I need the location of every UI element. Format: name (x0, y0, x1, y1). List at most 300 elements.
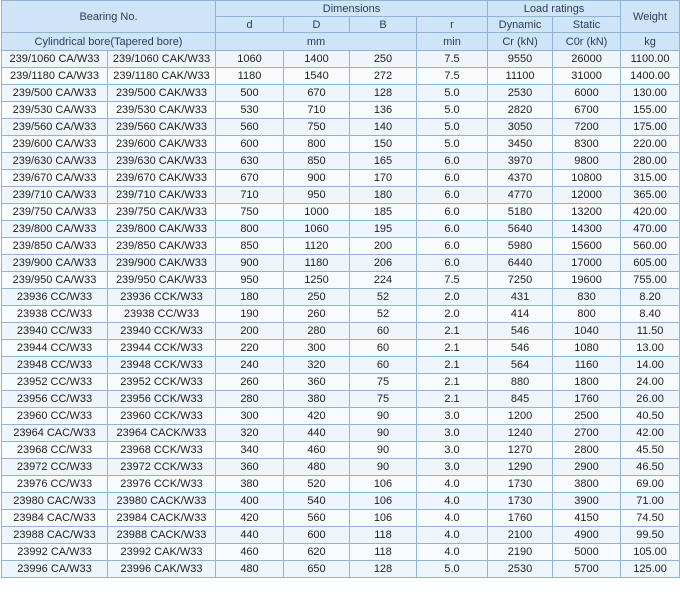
weight-cell: 8.40 (621, 306, 680, 323)
d-cell: 200 (216, 323, 284, 340)
cylindrical-bore-cell: 23938 CC/W33 (2, 306, 108, 323)
dynamic-rating-cell: 5640 (488, 221, 553, 238)
d-cell: 600 (216, 136, 284, 153)
tapered-bore-cell: 23980 CACK/W33 (108, 493, 216, 510)
table-row (2, 68, 680, 85)
cylindrical-bore-cell: 239/750 CA/W33 (2, 204, 108, 221)
D-header: D (284, 17, 350, 33)
dynamic-rating-cell: 2100 (488, 527, 553, 544)
width-cell: 75 (350, 374, 417, 391)
dynamic-rating-cell: 7250 (488, 272, 553, 289)
static-rating-cell: 6700 (553, 102, 621, 119)
r-cell: 4.0 (417, 493, 488, 510)
tapered-bore-cell: 23964 CACK/W33 (108, 425, 216, 442)
d-cell: 1180 (216, 68, 284, 85)
bore-types-header: Cylindrical bore(Tapered bore) (2, 33, 216, 51)
static-rating-cell: 2800 (553, 442, 621, 459)
dynamic-rating-cell: 414 (488, 306, 553, 323)
outer-diameter-cell: 460 (284, 442, 350, 459)
table-row (2, 561, 680, 578)
static-rating-cell: 31000 (553, 68, 621, 85)
r-cell: 6.0 (417, 255, 488, 272)
cylindrical-bore-cell: 239/850 CA/W33 (2, 238, 108, 255)
width-cell: 52 (350, 289, 417, 306)
cylindrical-bore-cell: 239/1060 CA/W33 (2, 51, 108, 68)
d-cell: 180 (216, 289, 284, 306)
cylindrical-bore-cell: 239/600 CA/W33 (2, 136, 108, 153)
d-cell: 260 (216, 374, 284, 391)
static-rating-cell: 800 (553, 306, 621, 323)
width-cell: 136 (350, 102, 417, 119)
weight-cell: 1100.00 (621, 51, 680, 68)
weight-cell: 560.00 (621, 238, 680, 255)
width-cell: 52 (350, 306, 417, 323)
outer-diameter-cell: 300 (284, 340, 350, 357)
tapered-bore-cell: 239/560 CAK/W33 (108, 119, 216, 136)
dynamic-rating-cell: 2530 (488, 85, 553, 102)
width-cell: 60 (350, 323, 417, 340)
weight-cell: 365.00 (621, 187, 680, 204)
cylindrical-bore-cell: 23984 CAC/W33 (2, 510, 108, 527)
table-body (2, 51, 680, 578)
width-cell: 128 (350, 85, 417, 102)
table-row (2, 493, 680, 510)
r-cell: 5.0 (417, 85, 488, 102)
cylindrical-bore-cell: 23980 CAC/W33 (2, 493, 108, 510)
r-cell: 2.1 (417, 374, 488, 391)
static-rating-cell: 1760 (553, 391, 621, 408)
d-cell: 630 (216, 153, 284, 170)
dimensions-header: Dimensions (216, 1, 488, 17)
outer-diameter-cell: 1120 (284, 238, 350, 255)
outer-diameter-cell: 280 (284, 323, 350, 340)
tapered-bore-cell: 23984 CACK/W33 (108, 510, 216, 527)
weight-cell: 420.00 (621, 204, 680, 221)
dynamic-header: Dynamic (488, 17, 553, 33)
static-rating-cell: 1040 (553, 323, 621, 340)
table-row (2, 527, 680, 544)
d-cell: 340 (216, 442, 284, 459)
table-row (2, 238, 680, 255)
weight-cell: 315.00 (621, 170, 680, 187)
tapered-bore-cell: 23936 CCK/W33 (108, 289, 216, 306)
static-rating-cell: 2500 (553, 408, 621, 425)
tapered-bore-cell: 23992 CAK/W33 (108, 544, 216, 561)
r-cell: 6.0 (417, 238, 488, 255)
cylindrical-bore-cell: 23988 CAC/W33 (2, 527, 108, 544)
width-cell: 118 (350, 544, 417, 561)
cylindrical-bore-cell: 239/1180 CA/W33 (2, 68, 108, 85)
static-rating-cell: 14300 (553, 221, 621, 238)
dynamic-rating-cell: 1270 (488, 442, 553, 459)
tapered-bore-cell: 23938 CC/W33 (108, 306, 216, 323)
table-row (2, 85, 680, 102)
table-header (2, 1, 680, 51)
r-cell: 2.1 (417, 340, 488, 357)
d-cell: 440 (216, 527, 284, 544)
weight-cell: 24.00 (621, 374, 680, 391)
outer-diameter-cell: 1060 (284, 221, 350, 238)
width-cell: 60 (350, 340, 417, 357)
static-rating-cell: 26000 (553, 51, 621, 68)
width-cell: 200 (350, 238, 417, 255)
unit-min: min (417, 33, 488, 51)
dynamic-rating-cell: 4770 (488, 187, 553, 204)
width-cell: 106 (350, 493, 417, 510)
d-cell: 950 (216, 272, 284, 289)
width-cell: 150 (350, 136, 417, 153)
dynamic-rating-cell: 3450 (488, 136, 553, 153)
cylindrical-bore-cell: 239/900 CA/W33 (2, 255, 108, 272)
table-row (2, 442, 680, 459)
width-cell: 250 (350, 51, 417, 68)
width-cell: 195 (350, 221, 417, 238)
r-cell: 5.0 (417, 102, 488, 119)
cylindrical-bore-cell: 23956 CC/W33 (2, 391, 108, 408)
weight-cell: 40.50 (621, 408, 680, 425)
dynamic-rating-cell: 431 (488, 289, 553, 306)
weight-cell: 220.00 (621, 136, 680, 153)
table-row (2, 391, 680, 408)
width-cell: 75 (350, 391, 417, 408)
tapered-bore-cell: 239/800 CAK/W33 (108, 221, 216, 238)
table-row (2, 170, 680, 187)
dynamic-rating-cell: 546 (488, 340, 553, 357)
tapered-bore-cell: 239/900 CAK/W33 (108, 255, 216, 272)
weight-cell: 1400.00 (621, 68, 680, 85)
weight-cell: 71.00 (621, 493, 680, 510)
cylindrical-bore-cell: 239/560 CA/W33 (2, 119, 108, 136)
r-cell: 2.1 (417, 391, 488, 408)
width-cell: 224 (350, 272, 417, 289)
width-cell: 90 (350, 408, 417, 425)
tapered-bore-cell: 239/750 CAK/W33 (108, 204, 216, 221)
outer-diameter-cell: 250 (284, 289, 350, 306)
d-cell: 190 (216, 306, 284, 323)
dynamic-rating-cell: 1290 (488, 459, 553, 476)
tapered-bore-cell: 23948 CCK/W33 (108, 357, 216, 374)
d-cell: 530 (216, 102, 284, 119)
dynamic-rating-cell: 2530 (488, 561, 553, 578)
tapered-bore-cell: 239/630 CAK/W33 (108, 153, 216, 170)
d-cell: 1060 (216, 51, 284, 68)
r-cell: 5.0 (417, 119, 488, 136)
static-rating-cell: 12000 (553, 187, 621, 204)
bearing-no-header: Bearing No. (2, 1, 216, 33)
outer-diameter-cell: 900 (284, 170, 350, 187)
r-cell: 6.0 (417, 221, 488, 238)
width-cell: 170 (350, 170, 417, 187)
d-cell: 320 (216, 425, 284, 442)
static-rating-cell: 4900 (553, 527, 621, 544)
static-rating-cell: 10800 (553, 170, 621, 187)
cylindrical-bore-cell: 239/950 CA/W33 (2, 272, 108, 289)
weight-cell: 105.00 (621, 544, 680, 561)
cylindrical-bore-cell: 23992 CA/W33 (2, 544, 108, 561)
r-cell: 7.5 (417, 68, 488, 85)
width-cell: 206 (350, 255, 417, 272)
outer-diameter-cell: 710 (284, 102, 350, 119)
d-cell: 360 (216, 459, 284, 476)
weight-cell: 69.00 (621, 476, 680, 493)
bearing-spec-table (1, 0, 680, 578)
weight-cell: 175.00 (621, 119, 680, 136)
static-rating-cell: 5700 (553, 561, 621, 578)
d-cell: 750 (216, 204, 284, 221)
table-row (2, 374, 680, 391)
tapered-bore-cell: 23988 CACK/W33 (108, 527, 216, 544)
unit-mm: mm (216, 33, 417, 51)
outer-diameter-cell: 1000 (284, 204, 350, 221)
static-rating-cell: 2900 (553, 459, 621, 476)
r-header: r (417, 17, 488, 33)
cylindrical-bore-cell: 23972 CC/W33 (2, 459, 108, 476)
table-row (2, 289, 680, 306)
tapered-bore-cell: 239/850 CAK/W33 (108, 238, 216, 255)
r-cell: 3.0 (417, 442, 488, 459)
r-cell: 4.0 (417, 527, 488, 544)
weight-cell: 155.00 (621, 102, 680, 119)
table-row (2, 408, 680, 425)
outer-diameter-cell: 620 (284, 544, 350, 561)
r-cell: 2.1 (417, 323, 488, 340)
width-cell: 272 (350, 68, 417, 85)
cylindrical-bore-cell: 23976 CC/W33 (2, 476, 108, 493)
static-header: Static (553, 17, 621, 33)
width-cell: 90 (350, 425, 417, 442)
weight-cell: 45.50 (621, 442, 680, 459)
outer-diameter-cell: 600 (284, 527, 350, 544)
dynamic-rating-cell: 5180 (488, 204, 553, 221)
d-cell: 220 (216, 340, 284, 357)
r-cell: 2.0 (417, 306, 488, 323)
static-rating-cell: 6000 (553, 85, 621, 102)
outer-diameter-cell: 1180 (284, 255, 350, 272)
static-rating-cell: 7200 (553, 119, 621, 136)
cylindrical-bore-cell: 23952 CC/W33 (2, 374, 108, 391)
weight-header: Weight (621, 1, 680, 33)
cylindrical-bore-cell: 239/530 CA/W33 (2, 102, 108, 119)
width-cell: 128 (350, 561, 417, 578)
outer-diameter-cell: 320 (284, 357, 350, 374)
weight-cell: 13.00 (621, 340, 680, 357)
dynamic-rating-cell: 1730 (488, 476, 553, 493)
dynamic-rating-cell: 546 (488, 323, 553, 340)
dynamic-rating-cell: 880 (488, 374, 553, 391)
cylindrical-bore-cell: 23964 CAC/W33 (2, 425, 108, 442)
width-cell: 90 (350, 459, 417, 476)
dynamic-rating-cell: 3970 (488, 153, 553, 170)
table-row (2, 323, 680, 340)
outer-diameter-cell: 1540 (284, 68, 350, 85)
table-row (2, 51, 680, 68)
outer-diameter-cell: 420 (284, 408, 350, 425)
table-row (2, 510, 680, 527)
dynamic-rating-cell: 9550 (488, 51, 553, 68)
table-row (2, 340, 680, 357)
weight-cell: 470.00 (621, 221, 680, 238)
outer-diameter-cell: 360 (284, 374, 350, 391)
table-row (2, 204, 680, 221)
outer-diameter-cell: 520 (284, 476, 350, 493)
static-rating-cell: 1160 (553, 357, 621, 374)
unit-kg: kg (621, 33, 680, 51)
table-row (2, 272, 680, 289)
dynamic-rating-cell: 3050 (488, 119, 553, 136)
r-cell: 6.0 (417, 170, 488, 187)
d-header: d (216, 17, 284, 33)
d-cell: 850 (216, 238, 284, 255)
table-row (2, 306, 680, 323)
d-cell: 240 (216, 357, 284, 374)
d-cell: 670 (216, 170, 284, 187)
table-row (2, 102, 680, 119)
weight-cell: 755.00 (621, 272, 680, 289)
load-ratings-header: Load ratings (488, 1, 621, 17)
tapered-bore-cell: 239/710 CAK/W33 (108, 187, 216, 204)
outer-diameter-cell: 800 (284, 136, 350, 153)
outer-diameter-cell: 850 (284, 153, 350, 170)
outer-diameter-cell: 650 (284, 561, 350, 578)
outer-diameter-cell: 1250 (284, 272, 350, 289)
table-row (2, 221, 680, 238)
static-rating-cell: 3900 (553, 493, 621, 510)
dynamic-rating-cell: 2820 (488, 102, 553, 119)
cylindrical-bore-cell: 23948 CC/W33 (2, 357, 108, 374)
d-cell: 380 (216, 476, 284, 493)
width-cell: 185 (350, 204, 417, 221)
static-rating-cell: 13200 (553, 204, 621, 221)
cylindrical-bore-cell: 23996 CA/W33 (2, 561, 108, 578)
cylindrical-bore-cell: 239/710 CA/W33 (2, 187, 108, 204)
tapered-bore-cell: 23996 CAK/W33 (108, 561, 216, 578)
weight-cell: 46.50 (621, 459, 680, 476)
r-cell: 5.0 (417, 136, 488, 153)
tapered-bore-cell: 23976 CCK/W33 (108, 476, 216, 493)
d-cell: 710 (216, 187, 284, 204)
tapered-bore-cell: 239/600 CAK/W33 (108, 136, 216, 153)
d-cell: 800 (216, 221, 284, 238)
weight-cell: 280.00 (621, 153, 680, 170)
static-rating-cell: 4150 (553, 510, 621, 527)
outer-diameter-cell: 260 (284, 306, 350, 323)
unit-c0r: C0r (kN) (553, 33, 621, 51)
cylindrical-bore-cell: 23960 CC/W33 (2, 408, 108, 425)
d-cell: 560 (216, 119, 284, 136)
r-cell: 6.0 (417, 187, 488, 204)
tapered-bore-cell: 23972 CCK/W33 (108, 459, 216, 476)
d-cell: 300 (216, 408, 284, 425)
tapered-bore-cell: 239/1180 CAK/W33 (108, 68, 216, 85)
tapered-bore-cell: 23960 CCK/W33 (108, 408, 216, 425)
r-cell: 6.0 (417, 204, 488, 221)
static-rating-cell: 17000 (553, 255, 621, 272)
dynamic-rating-cell: 6440 (488, 255, 553, 272)
static-rating-cell: 3800 (553, 476, 621, 493)
unit-cr: Cr (kN) (488, 33, 553, 51)
dynamic-rating-cell: 2190 (488, 544, 553, 561)
static-rating-cell: 9800 (553, 153, 621, 170)
dynamic-rating-cell: 845 (488, 391, 553, 408)
B-header: B (350, 17, 417, 33)
tapered-bore-cell: 239/950 CAK/W33 (108, 272, 216, 289)
static-rating-cell: 5000 (553, 544, 621, 561)
dynamic-rating-cell: 1730 (488, 493, 553, 510)
r-cell: 3.0 (417, 425, 488, 442)
width-cell: 106 (350, 510, 417, 527)
table-row (2, 255, 680, 272)
tapered-bore-cell: 239/500 CAK/W33 (108, 85, 216, 102)
d-cell: 420 (216, 510, 284, 527)
static-rating-cell: 8300 (553, 136, 621, 153)
d-cell: 500 (216, 85, 284, 102)
table-row (2, 153, 680, 170)
d-cell: 400 (216, 493, 284, 510)
dynamic-rating-cell: 1200 (488, 408, 553, 425)
static-rating-cell: 2700 (553, 425, 621, 442)
outer-diameter-cell: 950 (284, 187, 350, 204)
dynamic-rating-cell: 5980 (488, 238, 553, 255)
tapered-bore-cell: 239/530 CAK/W33 (108, 102, 216, 119)
static-rating-cell: 19600 (553, 272, 621, 289)
cylindrical-bore-cell: 239/630 CA/W33 (2, 153, 108, 170)
static-rating-cell: 15600 (553, 238, 621, 255)
outer-diameter-cell: 750 (284, 119, 350, 136)
dynamic-rating-cell: 564 (488, 357, 553, 374)
r-cell: 2.0 (417, 289, 488, 306)
weight-cell: 130.00 (621, 85, 680, 102)
table-row (2, 425, 680, 442)
dynamic-rating-cell: 1760 (488, 510, 553, 527)
cylindrical-bore-cell: 239/800 CA/W33 (2, 221, 108, 238)
weight-cell: 125.00 (621, 561, 680, 578)
r-cell: 5.0 (417, 561, 488, 578)
outer-diameter-cell: 440 (284, 425, 350, 442)
weight-cell: 8.20 (621, 289, 680, 306)
r-cell: 2.1 (417, 357, 488, 374)
dynamic-rating-cell: 4370 (488, 170, 553, 187)
tapered-bore-cell: 239/1060 CAK/W33 (108, 51, 216, 68)
static-rating-cell: 1800 (553, 374, 621, 391)
table-row (2, 136, 680, 153)
r-cell: 7.5 (417, 51, 488, 68)
d-cell: 460 (216, 544, 284, 561)
dynamic-rating-cell: 1240 (488, 425, 553, 442)
static-rating-cell: 1080 (553, 340, 621, 357)
table-row (2, 459, 680, 476)
r-cell: 3.0 (417, 459, 488, 476)
r-cell: 4.0 (417, 510, 488, 527)
outer-diameter-cell: 480 (284, 459, 350, 476)
weight-cell: 42.00 (621, 425, 680, 442)
tapered-bore-cell: 23968 CCK/W33 (108, 442, 216, 459)
tapered-bore-cell: 23940 CCK/W33 (108, 323, 216, 340)
cylindrical-bore-cell: 239/500 CA/W33 (2, 85, 108, 102)
outer-diameter-cell: 670 (284, 85, 350, 102)
width-cell: 60 (350, 357, 417, 374)
r-cell: 3.0 (417, 408, 488, 425)
weight-cell: 26.00 (621, 391, 680, 408)
static-rating-cell: 830 (553, 289, 621, 306)
r-cell: 4.0 (417, 544, 488, 561)
tapered-bore-cell: 23944 CCK/W33 (108, 340, 216, 357)
tapered-bore-cell: 239/670 CAK/W33 (108, 170, 216, 187)
width-cell: 180 (350, 187, 417, 204)
table-row (2, 119, 680, 136)
weight-cell: 14.00 (621, 357, 680, 374)
r-cell: 7.5 (417, 272, 488, 289)
outer-diameter-cell: 560 (284, 510, 350, 527)
